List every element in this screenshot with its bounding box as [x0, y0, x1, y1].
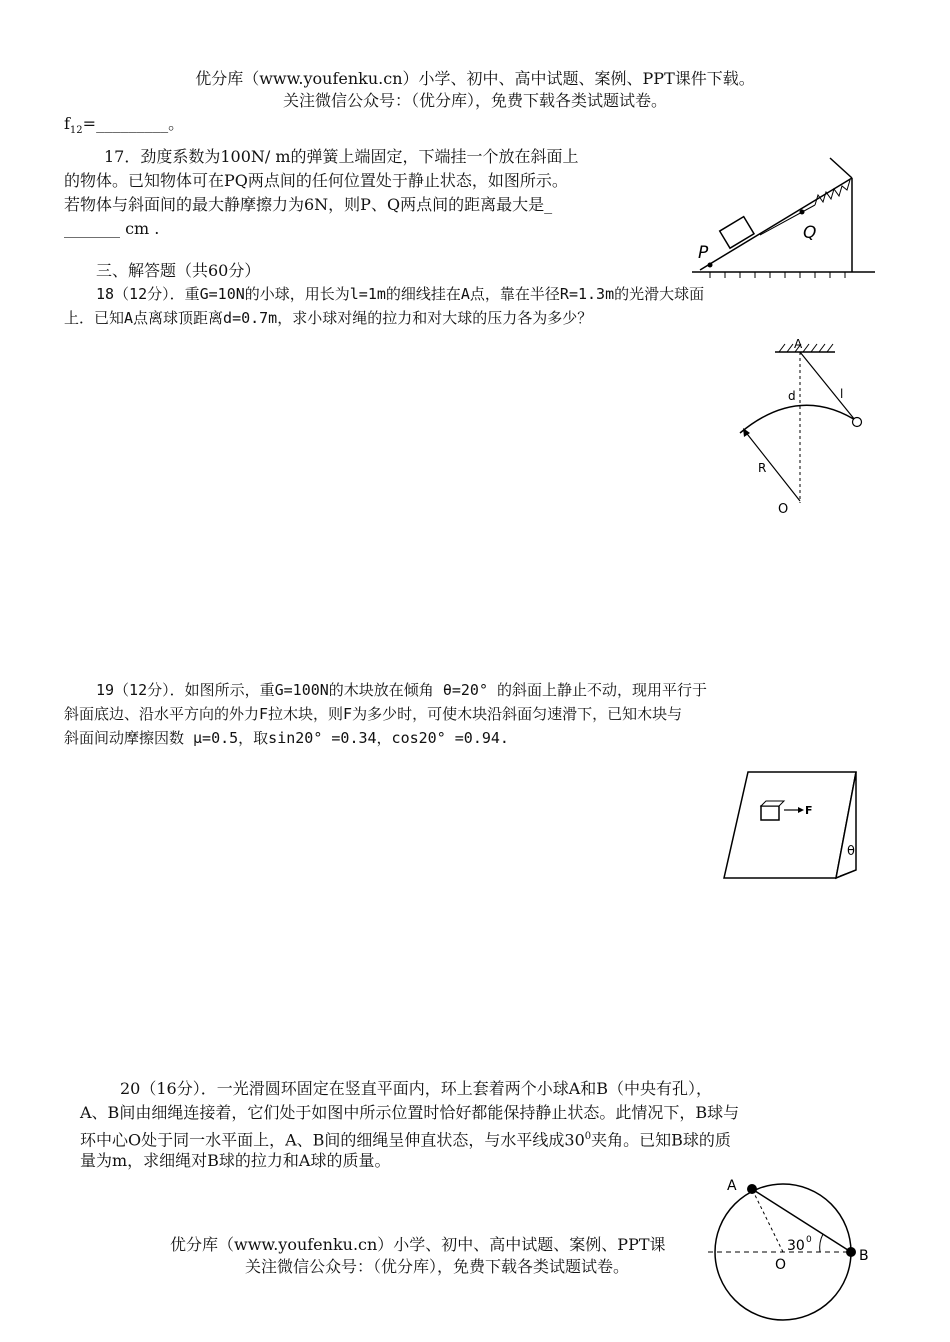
q18-line-2: 上．已知A点离球顶距离d=0.7m，求小球对绳的拉力和对大球的压力各为多少？: [64, 309, 593, 327]
q17-line-4: _______ cm .: [64, 219, 160, 238]
label-p: P: [698, 243, 709, 263]
q17-line-3: 若物体与斜面间的最大静摩擦力为6N，则P、Q两点间的距离最大是_: [64, 195, 553, 214]
point-q-dot: [800, 210, 805, 215]
q19-line-3: 斜面间动摩擦因数 μ=0.5，取sin20° =0.34，cos20° =0.94.: [64, 729, 509, 747]
section-3-title: 三、解答题（共60分）: [96, 261, 261, 280]
label-l: l: [840, 387, 844, 401]
string-line: [800, 352, 855, 420]
q19-line-2: 斜面底边、沿水平方向的外力F拉木块，则F为多少时，可使木块沿斜面匀速滑下，已知木块与: [64, 705, 683, 723]
label-theta: θ: [847, 844, 855, 859]
footer-line-1: 优分库（www.youfenku.cn）小学、初中、高中试题、案例、PPT课: [170, 1235, 666, 1254]
q19-line-1: 19（12分）．如图所示，重G=100N的木块放在倾角 θ=20° 的斜面上静止不动，现用平行于: [96, 681, 708, 699]
q20-line-1: 20（16分）．一光滑圆环固定在竖直平面内，环上套着两个小球A和B（中央有孔），: [120, 1079, 713, 1098]
q19-plane-figure: [720, 768, 870, 883]
wood-block: [761, 806, 779, 820]
label-angle-deg: 0: [806, 1235, 812, 1245]
q18-sphere-figure: [735, 338, 875, 518]
label-d: d: [788, 389, 796, 403]
label-r: R: [758, 461, 767, 475]
q17-line-2: 的物体。已知物体可在PQ两点间的任何位置处于静止状态，如图所示。: [64, 171, 568, 190]
ceiling-hatch: [779, 344, 833, 352]
incline-surface: [700, 178, 852, 270]
label-angle: 30: [787, 1238, 805, 1254]
q18-line-1: 18（12分）．重G=10N的小球，用长为l=1m的细线挂在A点，靠在半径R=1.3m的光滑大球面: [96, 285, 705, 303]
q20-line-3-sup: 0: [584, 1131, 592, 1142]
q20-line-2: A、B间由细绳连接着，它们处于如图中所示位置时恰好都能保持静止状态。此情况下，B球与: [80, 1103, 740, 1122]
label-a: A: [727, 1178, 737, 1194]
q17-incline-figure: [680, 150, 880, 280]
ball-b: [846, 1247, 856, 1257]
label-b: B: [859, 1248, 869, 1264]
label-a: A: [794, 338, 803, 351]
q20-line-4: 量为m，求细绳对B球的拉力和A球的质量。: [80, 1151, 391, 1170]
angle-arc: [820, 1234, 823, 1252]
q17-line-1: 17．劲度系数为100N/ m的弹簧上端固定，下端挂一个放在斜面上: [104, 147, 579, 166]
header-line-1: 优分库（www.youfenku.cn）小学、初中、高中试题、案例、PPT课件下载。: [195, 69, 755, 88]
label-o: O: [775, 1257, 787, 1273]
label-q: Q: [803, 223, 817, 243]
radius-line: [744, 430, 800, 501]
label-o: O: [778, 502, 789, 517]
ground-ticks: [710, 272, 845, 278]
q20-line-3-end: 夹角。已知B球的质: [591, 1130, 731, 1150]
ball-a: [747, 1184, 757, 1194]
header-line-2: 关注微信公众号：（优分库），免费下载各类试题试卷。: [282, 91, 667, 110]
small-ball: [853, 418, 862, 427]
q20-line-3-main: 环中心O处于同一水平面上，A、B间的细绳呈伸直状态，与水平线成30: [80, 1130, 585, 1150]
plane-top: [724, 772, 856, 878]
label-f: F: [805, 804, 813, 817]
carryover-prefix: f: [64, 114, 70, 133]
support-line: [830, 158, 852, 178]
carryover-sub: 12: [69, 125, 83, 137]
carryover-suffix: =_________。: [82, 114, 185, 133]
point-p-dot: [708, 263, 713, 268]
q20-ring-figure: [705, 1172, 880, 1342]
carryover-blank: [64, 112, 184, 143]
block: [720, 217, 754, 249]
spring: [815, 180, 850, 205]
footer-line-2: 关注微信公众号：（优分库），免费下载各类试题试卷。: [245, 1257, 630, 1276]
